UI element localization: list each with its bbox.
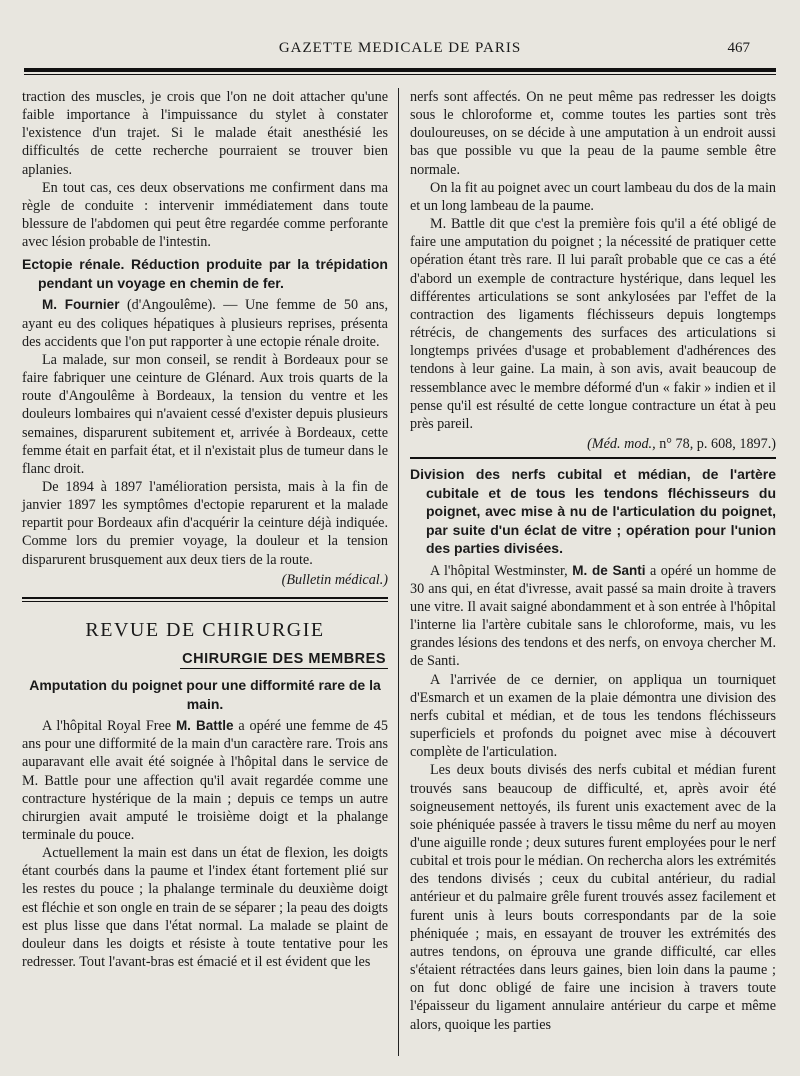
article-heading: Division des nerfs cubital et médian, de l'artère cubitale et de tous les tendons fléchisseurs du poignet, avec mise à nu de l'articulation du poignet, par suite d'un éclat de vitre ; opération pour l'union des parties divisées. [410,466,776,557]
paragraph: traction des muscles, je crois que l'on ne doit attacher qu'une faible importance à l'impuissance du stylet à constater l'existence d'un trajet. Si le malade était anesthésié les difficultés de cette recherche pourraient se trouver bien aplanies. [22,89,388,178]
author-name: M. de Santi [572,562,646,578]
paragraph: La malade, sur mon conseil, se rendit à Bordeaux pour se faire fabriquer une ceinture de Glénard. Aux trois quarts de la route d'Angoulême à Bordeaux, la tension du ventre et les douleurs lombaires qui n'avaient cessé d'exister depuis plusieurs semaines, disparurent subitement et, arrivée à Bordeaux, cette femme était en parfait état, et il n'existait plus de tumeur dans le flanc droit. [22,351,388,477]
paragraph: On la fit au poignet avec un court lambeau du dos de la main et un long lambeau de la paume. [410,179,776,214]
page-number: 467 [727,40,750,56]
paragraph: M. Battle dit que c'est la première fois qu'il a été obligé de faire une amputation du poignet ; la nécessité de pratiquer cette opération étant très rare. Il lui paraît probable que ce cas a été d'abord un exemple de contracture hystérique, dans lequel les différentes articulations se sont ankylosées par l'effet de la contraction des ligaments fléchisseurs depuis longtemps rétrécis, de changements des surfaces des articulations si longtemps privées d'usage et probablement d'adhérences des tendons à leur gaine. La main, à son avis, avait beaucoup de ressemblance avec le membre déformé d'un « fakir » indien et il pense qu'il est résulté de cette longue contracture un état à peu près pareil. [410,216,776,432]
paragraph: Actuellement la main est dans un état de flexion, les doigts étant courbés dans la paume et l'index étant fortement plié sur les restes du pouce ; la phalange terminale du deuxième doigt est fléchie et son ongle en train de se séparer ; la peau des doigts est plus lisse que dans l'état normal. La malade se plaint de douleur dans les doigts et résiste à toute tentative pour les redresser. Tout l'avant-bras est émacié et il est évident que les [22,845,388,971]
section-rule [22,597,388,602]
article-heading: Amputation du poignet pour une difformité rare de la main. [29,677,381,712]
journal-title: GAZETTE MEDICALE DE PARIS [278,40,522,56]
section-rule [410,457,776,459]
paragraph: A l'hôpital Westminster, M. de Santi a opéré un homme de 30 ans qui, en état d'ivresse, avait passé sa main droite à travers une vitre. Il avait saigné abondamment et à son entrée à l'hôpital l'interne lia l'artère cubitale sans le chloroforme, mais, vu les grandes lésions des tendons et des nerfs, on envoya chercher M. de Santi. [410,562,777,670]
page-header [22,38,778,62]
paragraph: De 1894 à 1897 l'amélioration persista, mais à la fin de janvier 1897 les symptômes d'ectopie reparurent et la malade repartit pour Bordeaux afin d'acquérir la ceinture déjà indiquée. Comme lors du premier voyage, la douleur et la tension disparurent brusquement aux deux tiers de la route. [22,478,388,568]
paragraph: nerfs sont affectés. On ne peut même pas redresser les doigts sous le chloroforme et, comme toutes les parties sont très douloureuses, on se décide à une amputation à un endroit aussi bas que possible vu que la peau de la paume semble être normale. [410,89,776,178]
header-rule [24,68,776,75]
paragraph: A l'hôpital Royal Free M. Battle a opéré une femme de 45 ans pour une difformité de la main d'un caractère rare. Trois ans auparavant elle avait été soignée à l'hôpital dans le service de M. Battle pour une affection qu'il avait regardée comme une contracture hystérique de la main ; depuis ce temps un autre chirurgien avait amputé le troisième doigt et la phalange terminale du pouce. [22,718,388,843]
section-title: REVUE DE CHIRURGIE [85,618,325,641]
article-heading: Ectopie rénale. Réduction produite par la trépidation pendant un voyage en chemin de fer. [22,256,388,291]
source-citation: (Méd. mod., n° 78, p. 608, 1897.) [587,435,776,452]
author-name: M. Battle [175,718,234,734]
paragraph: M. Fournier (d'Angoulême). — Une femme de 50 ans, ayant eu des coliques hépatiques à plusieurs reprises, présenta des accidents que l'on put rapporter à une ectopie rénale droite. [22,297,389,350]
subsection-title: CHIRURGIE DES MEMBRES [182,650,386,667]
column-divider [398,88,399,1056]
paragraph: Les deux bouts divisés des nerfs cubital et médian furent trouvés sans beaucoup de difficulté, et, après avoir été soigneusement nettoyés, ils furent unis exactement avec de la soie phéniquée passée à travers le tissu même du nerf au moyen d'une aiguille ronde ; deux sutures furent employées pour le nerf cubital et trois pour le médian. On rechercha alors les extrémités des tendons divisés ; ceux du cubital antérieur, du radial antérieur et du palmaire grêle furent trouvés assez facilement et furent unis à leurs bouts correspondants par de la soie phéniquée ; mais, en essayant de trouver les extrémités des autres tendons, on éprouva une grande difficulté, car elles s'étaient rétractées dans leurs gaines, bien loin dans la paume ; on fut donc obligé de faire une incision à travers toute l'épaisseur du ligament annulaire antérieur du carpe et même alors, quoique les parties [410,762,776,1033]
right-column [410,88,776,1034]
author-name: M. Fournier [42,297,120,313]
left-column [22,88,388,971]
paragraph: En tout cas, ces deux observations me confirment dans ma règle de conduite : intervenir immédiatement dans toute blessure de l'abdomen qui peut être regardée comme perforante avec lésion probable de l'intestin. [22,179,388,251]
source-citation: (Bulletin médical.) [281,571,388,588]
paragraph: A l'arrivée de ce dernier, on appliqua un tourniquet d'Esmarch et un examen de la plaie démontra une division des nerfs cubital et médian, et de tous les tendons fléchisseurs superficiels et profonds du poignet avec mise à découvert complète de l'articulation. [410,671,776,761]
